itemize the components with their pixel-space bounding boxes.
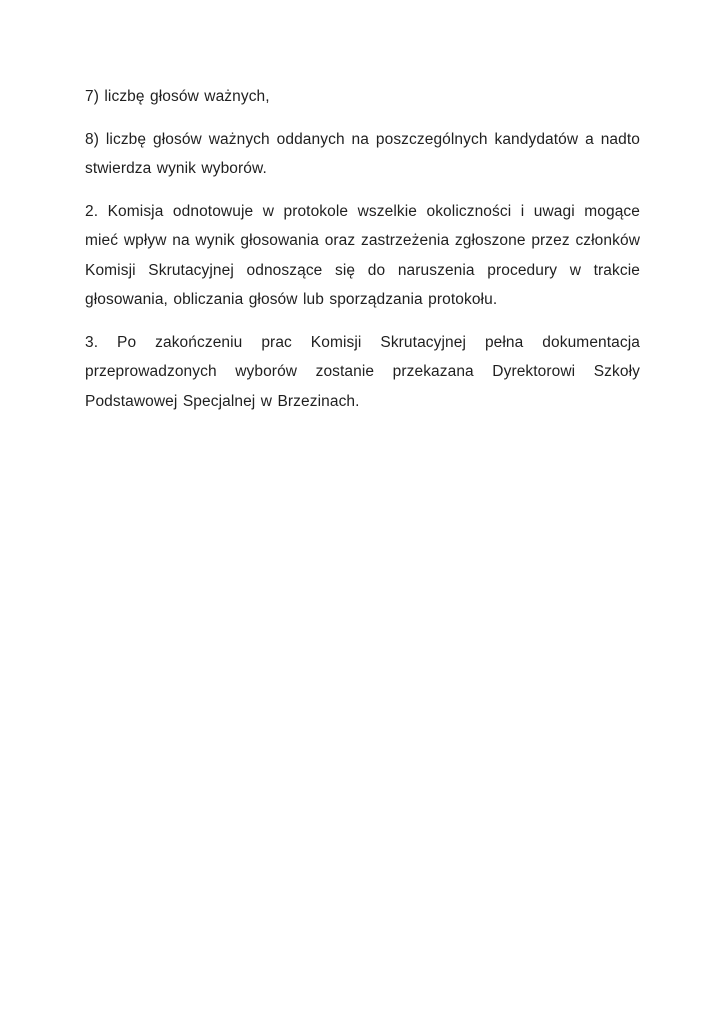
document-paragraph: 3. Po zakończeniu prac Komisji Skrutacyjnej pełna dokumentacja przeprowadzonych wyborów zostanie przekazana Dyrektorowi Szkoły Podstawowej Specjalnej w Brzezinach. xyxy=(85,333,640,410)
document-paragraph: 8) liczbę głosów ważnych oddanych na poszczególnych kandydatów a nadto stwierdza wynik wyborów. xyxy=(85,130,640,177)
document-paragraph: 7) liczbę głosów ważnych, xyxy=(85,88,270,105)
document-paragraph: 2. Komisja odnotowuje w protokole wszelkie okoliczności i uwagi mogące mieć wpływ na wynik głosowania oraz zastrzeżenia zgłoszone przez członków Komisji Skrutacyjnej odnoszące się do naruszenia procedury w trakcie głosowania, obliczania głosów lub sporządzania protokołu. xyxy=(85,202,640,308)
document-body xyxy=(85,82,640,416)
